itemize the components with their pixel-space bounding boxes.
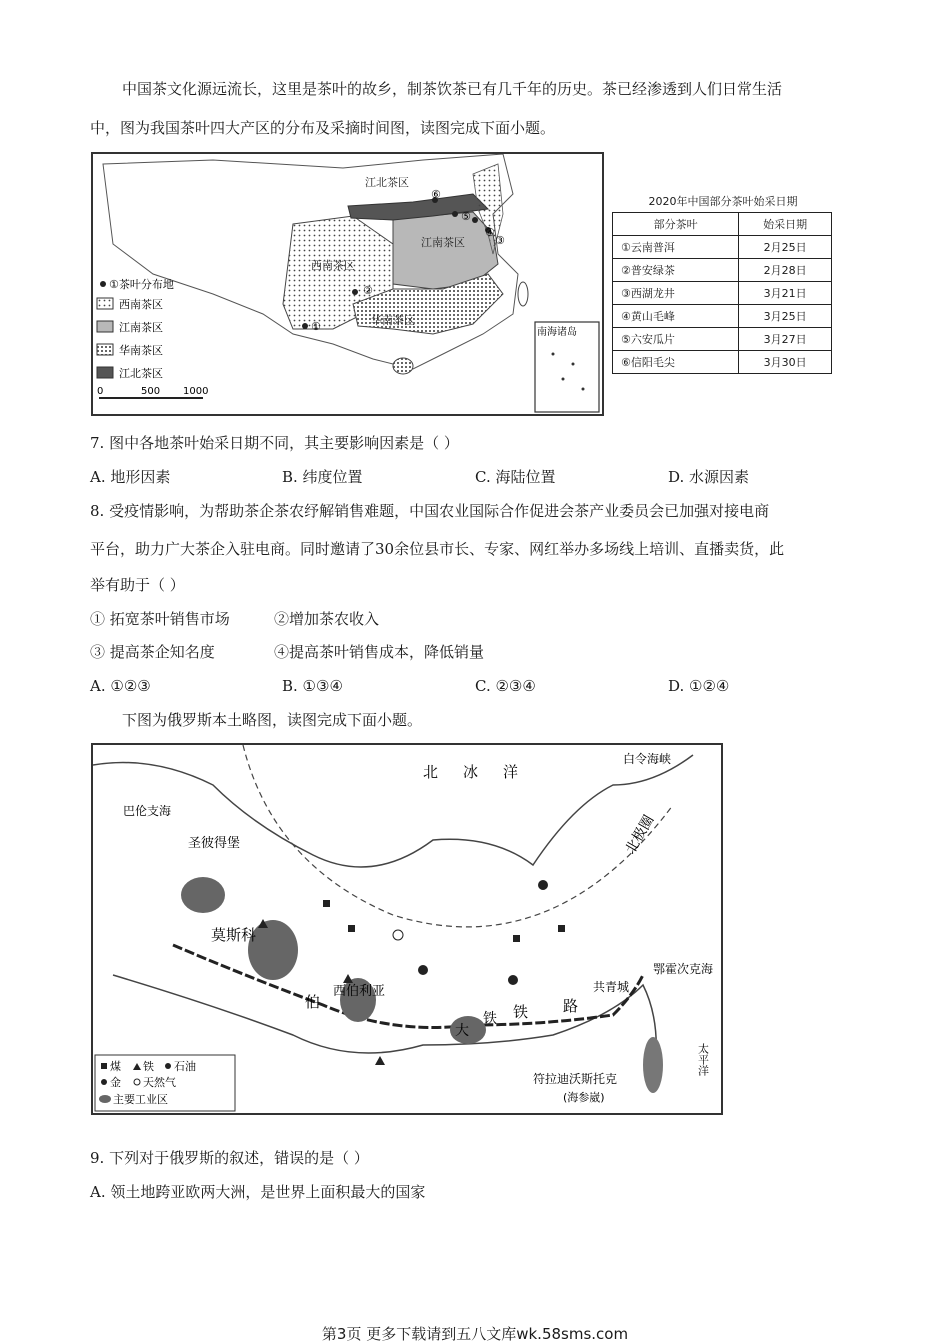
table-cell: ④黄山毛峰 (613, 305, 739, 328)
label-tie: 铁 (513, 1003, 529, 1021)
table-header-date: 始采日期 (739, 213, 832, 236)
label-arctic-circle: 北极圈 (622, 812, 658, 857)
label-jiangnan: 江南茶区 (421, 236, 465, 249)
label-bering: 白令海峡 (623, 752, 672, 766)
legend-coal: 煤 (110, 1060, 121, 1073)
q9-stem: 9. 下列对于俄罗斯的叙述，错误的是（ ） (90, 1149, 369, 1167)
tea-map-svg (93, 154, 602, 414)
russia-map (91, 743, 723, 1115)
q7-option-d: D. 水源因素 (668, 468, 750, 486)
point-1: ① (311, 320, 321, 333)
q8-option-d: D. ①②④ (668, 677, 730, 695)
scale-500: 500 (141, 386, 161, 397)
table-cell: ③西湖龙井 (613, 282, 739, 305)
intro1-line2: 中，图为我国茶叶四大产区的分布及采摘时间图，读图完成下面小题。 (90, 119, 556, 137)
label-bo: 伯 (305, 993, 321, 1011)
label-da: 大 (455, 1023, 469, 1039)
table-cell: 3月25日 (739, 305, 832, 328)
q8-option-a: A. ①②③ (90, 677, 151, 695)
table-cell: ②普安绿茶 (613, 259, 739, 282)
legend-gas: 天然气 (143, 1076, 176, 1089)
point-2: ② (363, 284, 373, 297)
label-bei: 北 (423, 763, 439, 781)
point-3: ③ (495, 234, 505, 247)
q8-item4: ④提高茶叶销售成本，降低销量 (274, 643, 485, 661)
scale-0: 0 (97, 386, 104, 397)
label-tie-2: 铁 (483, 1011, 497, 1027)
legend-industrial: 主要工业区 (113, 1093, 168, 1106)
q8-item3: ③ 提高茶企知名度 (90, 643, 215, 661)
table-cell: 3月27日 (739, 328, 832, 351)
russia-map-svg (93, 745, 721, 1113)
label-moscow: 莫斯科 (211, 926, 257, 944)
label-komsomolsk: 共青城 (593, 980, 630, 994)
tea-table (612, 212, 832, 374)
label-okhotsk: 鄂霍次克海 (653, 962, 714, 976)
legend-gold: 金 (110, 1076, 121, 1089)
label-jiangbei: 江北茶区 (365, 176, 409, 189)
label-spb: 圣彼得堡 (188, 836, 241, 851)
legend-huanan: 华南茶区 (119, 344, 163, 357)
legend-jiangnan: 江南茶区 (119, 321, 163, 334)
label-siberia: 西伯利亚 (333, 984, 386, 999)
table-cell: ⑤六安瓜片 (613, 328, 739, 351)
label-pacific: 太平洋 (696, 1043, 710, 1076)
scale-1000: 1000 (183, 386, 209, 397)
industrial-area (181, 877, 225, 913)
label-barents: 巴伦支海 (123, 804, 172, 818)
q8-line1: 8. 受疫情影响，为帮助茶企茶农纾解销售难题，中国农业国际合作促进会茶产业委员会已加强对接电商 (90, 502, 770, 520)
legend-oil: 石油 (174, 1060, 196, 1073)
table-cell: 3月30日 (739, 351, 832, 374)
q8-option-b: B. ①③④ (282, 677, 343, 695)
intro2: 下图为俄罗斯本土略图，读图完成下面小题。 (122, 711, 423, 729)
table-cell: 2月25日 (739, 236, 832, 259)
tea-start-date-table (612, 192, 834, 374)
tea-region-map (91, 152, 604, 416)
industrial-area (643, 1037, 663, 1093)
label-lu: 路 (563, 997, 579, 1015)
legend-jiangbei: 江北茶区 (119, 367, 163, 380)
table-cell: 3月21日 (739, 282, 832, 305)
label-huanan: 华南茶区 (371, 314, 415, 327)
point-4: ④ (485, 226, 495, 239)
q7-stem: 7. 图中各地茶叶始采日期不同，其主要影响因素是（ ） (90, 434, 459, 452)
page-footer: 第3页 更多下载请到五八文库wk.58sms.com (321, 1325, 629, 1343)
q9-option-a: A. 领土地跨亚欧两大洲，是世界上面积最大的国家 (90, 1183, 426, 1201)
intro1-line1: 中国茶文化源远流长，这里是茶叶的故乡，制茶饮茶已有几千年的历史。茶已经渗透到人们日常生活 (122, 80, 783, 98)
label-yang: 洋 (503, 763, 519, 781)
q8-option-c: C. ②③④ (475, 677, 536, 695)
label-vladivostok: 符拉迪沃斯托克 (533, 1072, 618, 1086)
q7-option-c: C. 海陆位置 (475, 468, 556, 486)
q7-option-a: A. 地形因素 (90, 468, 171, 486)
table-title: 2020年中国部分茶叶始采日期 (648, 195, 798, 208)
label-haishenwai: (海参崴) (563, 1091, 605, 1104)
inset-label: 南海诸岛 (537, 327, 577, 338)
legend-point: ①茶叶分布地 (109, 278, 174, 291)
table-cell: ⑥信阳毛尖 (613, 351, 739, 374)
point-6: ⑥ (431, 188, 441, 201)
label-bing: 冰 (463, 763, 479, 781)
table-header-tea: 部分茶叶 (613, 213, 739, 236)
table-cell: 2月28日 (739, 259, 832, 282)
point-5: ⑤ (461, 210, 471, 223)
q8-item2: ②增加茶农收入 (274, 610, 380, 628)
q7-option-b: B. 纬度位置 (282, 468, 363, 486)
table-cell: ①云南普洱 (613, 236, 739, 259)
q8-line3: 举有助于（ ） (90, 576, 185, 594)
legend-iron: 铁 (143, 1060, 154, 1073)
label-xinan: 西南茶区 (311, 259, 355, 272)
q8-line2: 平台，助力广大茶企入驻电商。同时邀请了30余位县市长、专家、网红举办多场线上培训、直播卖货，此 (90, 540, 785, 558)
q8-item1: ① 拓宽茶叶销售市场 (90, 610, 230, 628)
legend-xinan: 西南茶区 (119, 298, 163, 311)
